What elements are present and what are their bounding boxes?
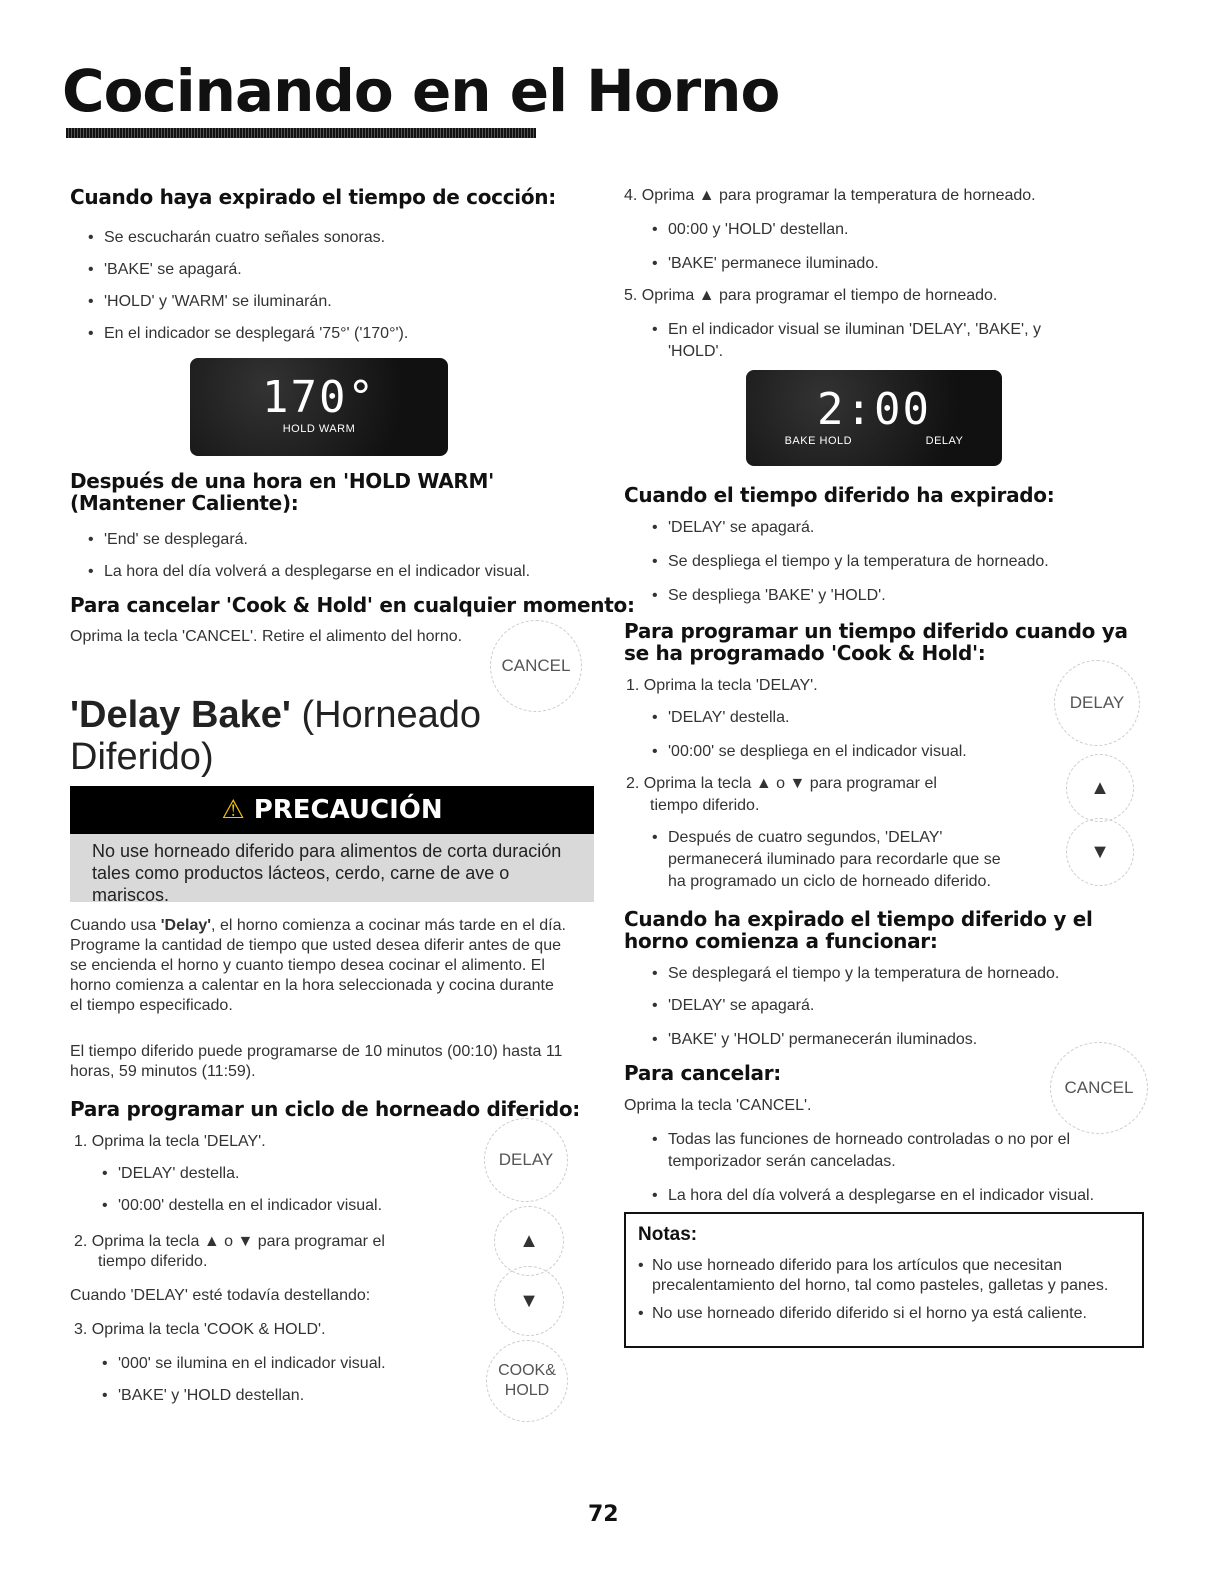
list-item: • 'DELAY' destella. <box>118 1164 239 1184</box>
caution-title: PRECAUCIÓN <box>253 795 443 825</box>
page-number: 72 <box>588 1502 619 1527</box>
list-item: • Se despliega el tiempo y la temperatura de horneado. <box>668 552 1049 572</box>
list-item: • 'BAKE' y 'HOLD destellan. <box>118 1386 304 1406</box>
list-item: • Después de cuatro segundos, 'DELAY' <box>668 828 942 848</box>
list-item: • 'End' se desplegará. <box>104 530 248 550</box>
list-item: • 'DELAY' se apagará. <box>668 518 814 538</box>
cook-hold-key-icon <box>486 1340 568 1422</box>
step-2-cont: tiempo diferido. <box>98 1253 208 1270</box>
display-bake-hold: BAKE HOLD <box>784 435 853 447</box>
up-arrow-icon: ▲ <box>1066 754 1134 822</box>
list-item: • 'BAKE' se apagará. <box>104 260 242 280</box>
heading-delay-oven-starts: Cuando ha expirado el tiempo diferido y el horno comienza a funcionar: <box>624 907 1093 953</box>
cancel-instruction: Oprima la tecla 'CANCEL'. <box>624 1097 812 1114</box>
bullet-icon: • <box>638 1257 644 1274</box>
bullet-icon: • <box>638 1305 644 1322</box>
note-1-line-2: precalentamiento del horno, tal como pasteles, galletas y panes. <box>652 1277 1109 1294</box>
delay-paragraph-bold: 'Delay' <box>160 917 212 934</box>
step-1: 1. Oprima la tecla 'DELAY'. <box>74 1133 266 1150</box>
section-title-rest: (Horneado <box>301 694 481 736</box>
oven-display-delay <box>746 370 1002 466</box>
heading-cancel: Para cancelar: <box>624 1061 781 1085</box>
cancel-instruction: Oprima la tecla 'CANCEL'. Retire el alimento del horno. <box>70 628 463 645</box>
delay-key-icon: DELAY <box>484 1118 568 1202</box>
list-item: • Se desplegará el tiempo y la temperatura de horneado. <box>668 964 1059 984</box>
list-item: • 00:00 y 'HOLD' destellan. <box>668 220 848 240</box>
notes-title: Notas: <box>638 1224 698 1245</box>
display-indicators <box>746 435 1002 447</box>
heading-delay-with-cook-hold: Para programar un tiempo diferido cuando ya se ha programado 'Cook & Hold': <box>624 619 1128 665</box>
list-item: • 'DELAY' destella. <box>668 708 789 728</box>
step-2: 2. Oprima la tecla ▲ o ▼ para programar el <box>626 775 937 792</box>
list-item: • En el indicador se desplegará '75°' ('170°'). <box>104 324 408 344</box>
section-title-delay-bake <box>70 694 481 736</box>
delay-paragraph-pre: Cuando usa <box>70 917 161 934</box>
step-3: 3. Oprima la tecla 'COOK & HOLD'. <box>74 1321 326 1338</box>
list-item: • '000' se ilumina en el indicador visual. <box>118 1354 386 1374</box>
delay-paragraph-post: , el horno comienza a cocinar más tarde en el día. Programe la cantidad de tiempo que usted desea diferir antes de que se encienda el horno y cuanto tiempo desea cocinar el alimento. El horno comienza a calentar en la hora seleccionada y cocina durante el tiempo especificado. <box>70 917 566 1014</box>
delay-key-icon: DELAY <box>1054 660 1140 746</box>
display-indicators: HOLD WARM <box>282 423 356 435</box>
list-item: • 'BAKE' y 'HOLD' permanecerán iluminados. <box>668 1030 977 1050</box>
step-4: 4. Oprima ▲ para programar la temperatura de horneado. <box>624 187 1036 204</box>
list-item-cont: 'HOLD'. <box>668 343 724 360</box>
heading-cook-time-expired: Cuando haya expirado el tiempo de cocción: <box>70 185 556 209</box>
hold-key-label: HOLD <box>504 1382 550 1399</box>
down-arrow-icon: ▼ <box>494 1266 564 1336</box>
heading-after-one-hour: Después de una hora en 'HOLD WARM' (Mantener Caliente): <box>70 469 494 515</box>
warning-icon: ⚠ <box>221 795 245 825</box>
list-item: • En el indicador visual se iluminan 'DELAY', 'BAKE', y <box>668 320 1041 340</box>
while-flashing-text: Cuando 'DELAY' esté todavía destellando: <box>70 1287 371 1304</box>
step-1: 1. Oprima la tecla 'DELAY'. <box>626 677 818 694</box>
oven-display-hold-warm <box>190 358 448 456</box>
down-arrow-icon: ▼ <box>1066 818 1134 886</box>
cancel-key-icon: CANCEL <box>1050 1042 1148 1134</box>
list-item: • 'BAKE' permanece iluminado. <box>668 254 879 274</box>
heading-delay-expired: Cuando el tiempo diferido ha expirado: <box>624 483 1055 507</box>
caution-banner <box>70 786 594 834</box>
display-delay: DELAY <box>925 435 964 447</box>
cancel-key-icon: CANCEL <box>490 620 582 712</box>
title-underline <box>66 128 536 138</box>
list-item: • Se escucharán cuatro señales sonoras. <box>104 228 385 248</box>
section-title-bold: 'Delay Bake' <box>70 694 291 736</box>
note-item <box>638 1304 1130 1324</box>
list-item: • '00:00' se despliega en el indicador visual. <box>668 742 967 762</box>
list-item: • '00:00' destella en el indicador visual. <box>118 1196 382 1216</box>
heading-cancel-cook-hold: Para cancelar 'Cook & Hold' en cualquier momento: <box>70 593 635 617</box>
display-digits: 170° <box>262 372 376 423</box>
note-2: No use horneado diferido diferido si el horno ya está caliente. <box>652 1305 1087 1322</box>
caution-text: No use horneado diferido para alimentos de corta duración tales como productos lácteos, cerdo, carne de ave o mariscos. <box>70 834 594 902</box>
page-title: Cocinando en el Horno <box>62 57 780 125</box>
notes-box <box>624 1212 1144 1348</box>
step-5: 5. Oprima ▲ para programar el tiempo de horneado. <box>624 287 998 304</box>
cook-key-label: COOK& <box>498 1362 556 1379</box>
list-item-cont: temporizador serán canceladas. <box>668 1153 896 1170</box>
note-item <box>638 1256 1130 1296</box>
up-arrow-icon: ▲ <box>494 1206 564 1276</box>
section-title-line2: Diferido) <box>70 736 214 778</box>
list-item: • La hora del día volverá a desplegarse en el indicador visual. <box>668 1186 1094 1206</box>
display-digits: 2:00 <box>817 384 931 435</box>
step-2-cont: tiempo diferido. <box>650 797 760 814</box>
delay-paragraph <box>70 916 570 1016</box>
heading-program-delay: Para programar un ciclo de horneado diferido: <box>70 1097 580 1121</box>
note-1-line-1: No use horneado diferido para los artículos que necesitan <box>652 1257 1063 1274</box>
list-item: • Todas las funciones de horneado controladas o no por el <box>668 1130 1070 1150</box>
list-item: • La hora del día volverá a desplegarse en el indicador visual. <box>104 562 530 582</box>
step-2: 2. Oprima la tecla ▲ o ▼ para programar el <box>74 1233 385 1250</box>
delay-range-paragraph: El tiempo diferido puede programarse de 10 minutos (00:10) hasta 11 horas, 59 minutos (11:59). <box>70 1043 563 1080</box>
list-item: • 'DELAY' se apagará. <box>668 996 814 1016</box>
list-item-cont: permanecerá iluminado para recordarle que se <box>668 851 1001 868</box>
list-item: • Se despliega 'BAKE' y 'HOLD'. <box>668 586 886 606</box>
list-item: • 'HOLD' y 'WARM' se iluminarán. <box>104 292 332 312</box>
list-item-cont: ha programado un ciclo de horneado diferido. <box>668 873 991 890</box>
